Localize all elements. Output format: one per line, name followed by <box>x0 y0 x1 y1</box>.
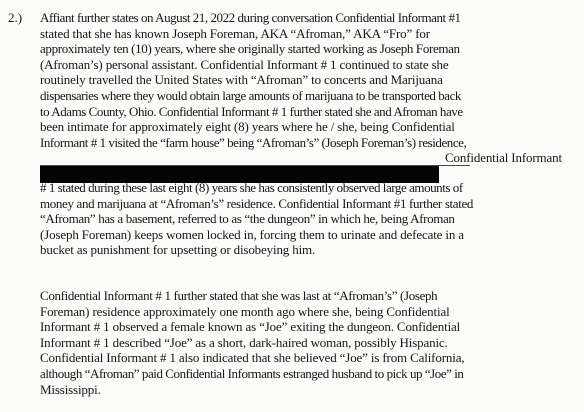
paragraph-2-line-7: Mississippi. <box>40 381 101 397</box>
paragraph-1-line-8: been intimate for approximately eight (8) years where he / she, being Confidential <box>40 119 455 135</box>
paragraph-1-line-13: “Afroman” has a basement, referred to as “the dungeon” in which he, being Afroman <box>40 211 455 227</box>
paragraph-1-line-15: bucket as punishment for upsetting or disobeying him. <box>40 242 316 258</box>
paragraph-1-line-14: (Joseph Foreman) keeps women locked in, forcing them to urinate and defecate in a <box>40 226 464 242</box>
paragraph-1-line-9: Informant # 1 visited the “farm house” being “Afroman’s” (Joseph Foreman’s) residence, <box>40 134 467 150</box>
paragraph-2-line-5: Confidential Informant # 1 also indicated that she believed “Joe” is from California, <box>40 350 465 366</box>
paragraph-1-line-10: Confidential Informant <box>445 150 562 166</box>
paragraph-2-line-6: although “Afroman” paid Confidential Informants estranged husband to pick up “Joe” in <box>40 366 464 381</box>
paragraph-1-line-6: dispensaries where they would obtain large amounts of marijuana to be transported back <box>40 88 461 103</box>
paragraph-1-line-5: routinely travelled the United States with “Afroman” to concerts and Marijuana <box>40 72 443 88</box>
paragraph-2-line-3: Informant # 1 observed a female known as “Joe” exiting the dungeon. Confidential <box>40 319 461 335</box>
paragraph-1-line-12: money and marijuana at “Afroman’s” residence. Confidential Informant #1 further stated <box>40 195 474 211</box>
paragraph-1-line-3: approximately ten (10) years, where she originally started working as Joseph Foreman <box>40 41 460 57</box>
paragraph-1-line-2: stated that she has known Joseph Foreman, AKA “Afroman,” AKA “Fro” for <box>40 25 430 41</box>
paragraph-2-line-2: Foreman) residence approximately one month ago where she, being Confidential <box>40 303 450 319</box>
item-number: 2.) <box>8 10 23 25</box>
paragraph-1-line-7: to Adams County, Ohio. Confidential Informant # 1 further stated she and Afroman have <box>40 103 463 119</box>
paragraph-1-line-11: # 1 stated during these last eight (8) years she has consistently observed large amounts of <box>40 180 463 195</box>
paragraph-2-line-4: Informant # 1 described “Joe” as a short, dark-haired woman, possibly Hispanic. <box>40 334 448 350</box>
paragraph-1-line-4: (Afroman’s) personal assistant. Confidential Informant # 1 continued to state she <box>40 56 449 72</box>
paragraph-1-line-1: Affiant further states on August 21, 2022 during conversation Confidential Informant #1 <box>40 10 461 25</box>
paragraph-2-line-1: Confidential Informant # 1 further stated that she was last at “Afroman’s” (Joseph <box>40 288 438 303</box>
